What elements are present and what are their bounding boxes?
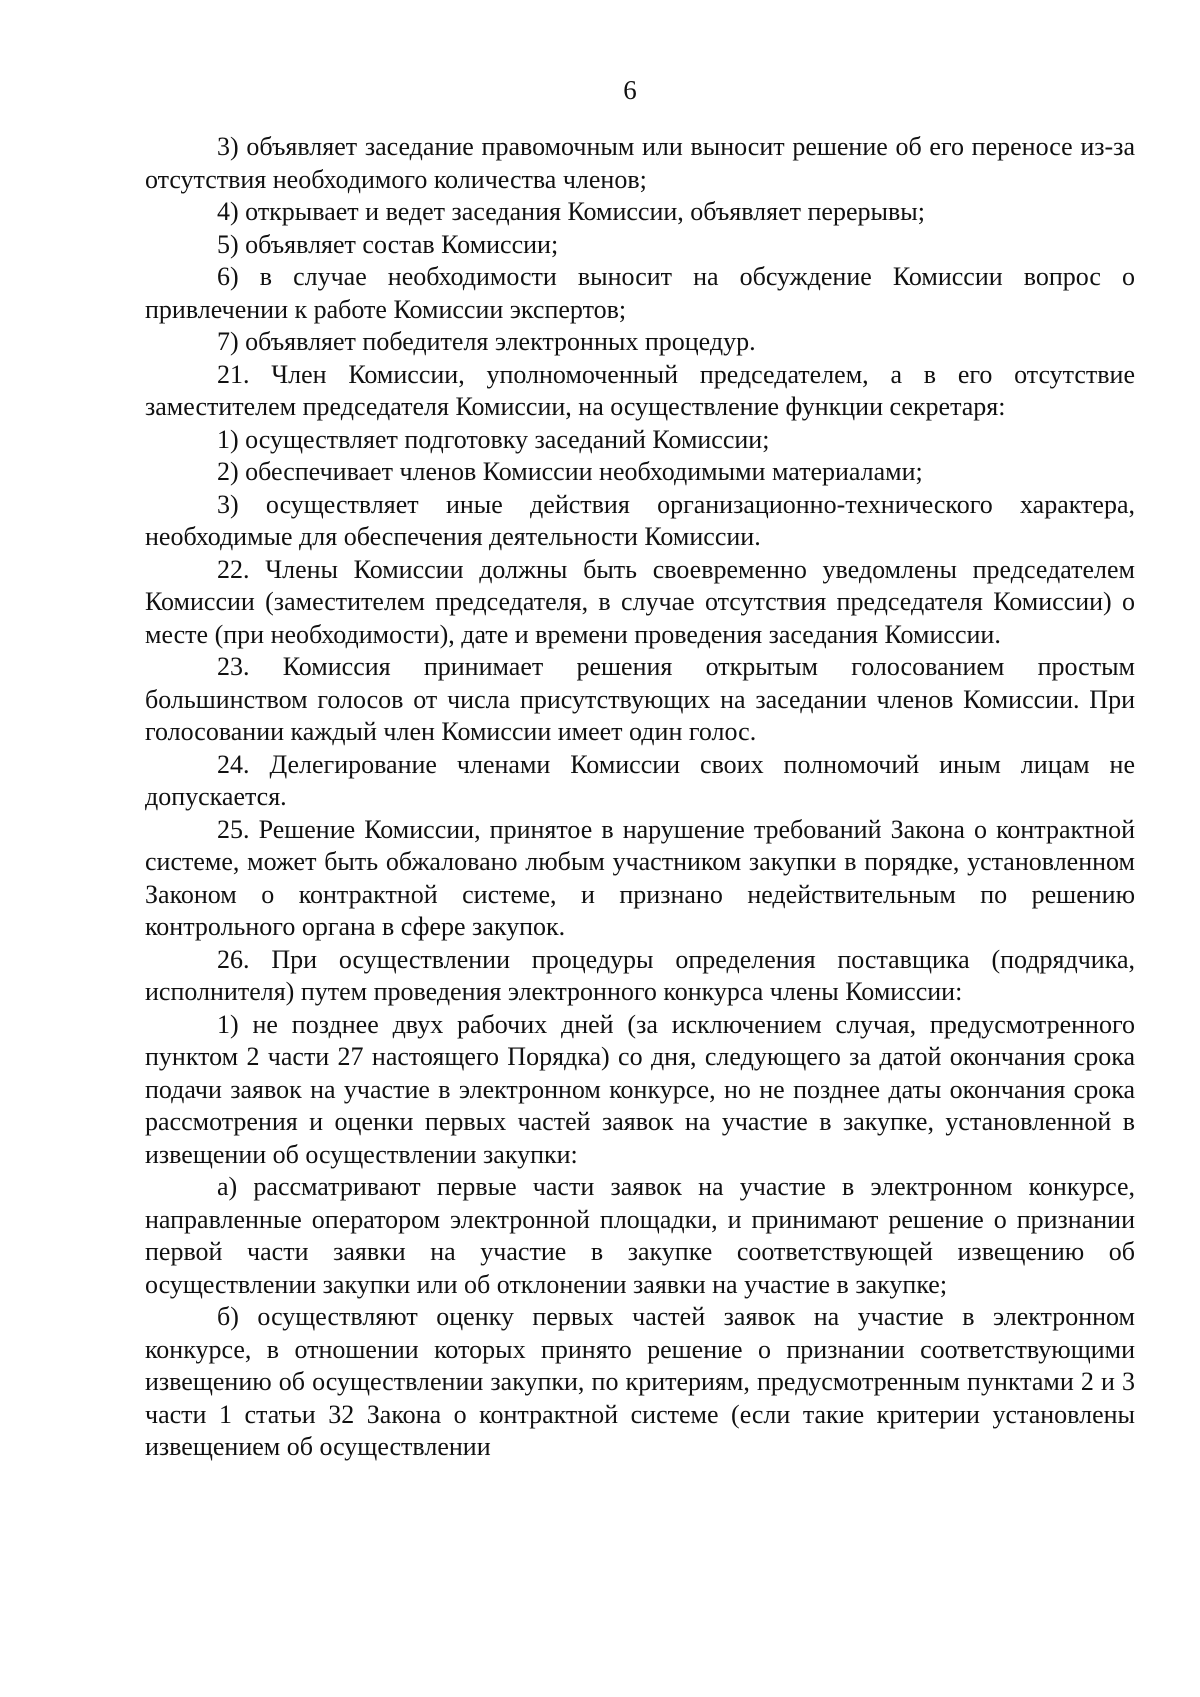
paragraph: 3) осуществляет иные действия организационно-технического характера, необходимые для обеспечения деятельности Комиссии. xyxy=(145,489,1135,551)
paragraph: 22. Члены Комиссии должны быть своевременно уведомлены председателем Комиссии (заместителем председателя, в случае отсутствия председателя Комиссии) о месте (при необходимости), дате и времени проведения заседания Комиссии. xyxy=(145,554,1135,649)
paragraph: 6) в случае необходимости выносит на обсуждение Комиссии вопрос о привлечении к работе Комиссии экспертов; xyxy=(145,262,1135,324)
paragraph: а) рассматривают первые части заявок на участие в электронном конкурсе, направленные оператором электронной площадки, и принимают решение о признании первой части заявки на участие в закупке соответствующей извещению об осуществлении закупки или об отклонении заявки на участие в закупке; xyxy=(145,1172,1135,1299)
paragraph: 1) не позднее двух рабочих дней (за исключением случая, предусмотренного пунктом 2 части 27 настоящего Порядка) со дня, следующего за датой окончания срока подачи заявок на участие в электронном конкурсе, но не позднее даты окончания срока рассмотрения и оценки первых частей заявок на участие в закупке, установленной в извещении об осуществлении закупки: xyxy=(145,1009,1135,1169)
paragraph: б) осуществляют оценку первых частей заявок на участие в электронном конкурсе, в отношении которых принято решение о признании соответствующими извещению об осуществлении закупки, по критериям, предусмотренным пунктами 2 и 3 части 1 статьи 32 Закона о контрактной системе (если такие критерии установлены извещением об осуществлении xyxy=(145,1302,1135,1461)
document-body xyxy=(145,131,1135,1464)
paragraph: 25. Решение Комиссии, принятое в нарушение требований Закона о контрактной системе, может быть обжаловано любым участником закупки в порядке, установленном Законом о контрактной системе, и признано недействительным по решению контрольного органа в сфере закупок. xyxy=(145,814,1135,941)
paragraph: 1) осуществляет подготовку заседаний Комиссии; xyxy=(217,424,770,454)
paragraph: 21. Член Комиссии, уполномоченный председателем, а в его отсутствие заместителем председателя Комиссии, на осуществление функции секретаря: xyxy=(145,359,1135,421)
paragraph: 7) объявляет победителя электронных процедур. xyxy=(217,327,756,356)
paragraph: 3) объявляет заседание правомочным или выносит решение об его переносе из-за отсутствия необходимого количества членов; xyxy=(145,132,1135,194)
paragraph: 23. Комиссия принимает решения открытым голосованием простым большинством голосов от числа присутствующих на заседании членов Комиссии. При голосовании каждый член Комиссии имеет один голос. xyxy=(145,652,1135,746)
paragraph: 24. Делегирование членами Комиссии своих полномочий иным лицам не допускается. xyxy=(145,749,1135,811)
page-number: 6 xyxy=(623,75,637,105)
paragraph: 26. При осуществлении процедуры определения поставщика (подрядчика, исполнителя) путем проведения электронного конкурса члены Комиссии: xyxy=(145,944,1135,1006)
paragraph: 2) обеспечивает членов Комиссии необходимыми материалами; xyxy=(217,457,923,486)
paragraph: 5) объявляет состав Комиссии; xyxy=(217,229,559,259)
paragraph: 4) открывает и ведет заседания Комиссии, объявляет перерывы; xyxy=(217,197,925,226)
